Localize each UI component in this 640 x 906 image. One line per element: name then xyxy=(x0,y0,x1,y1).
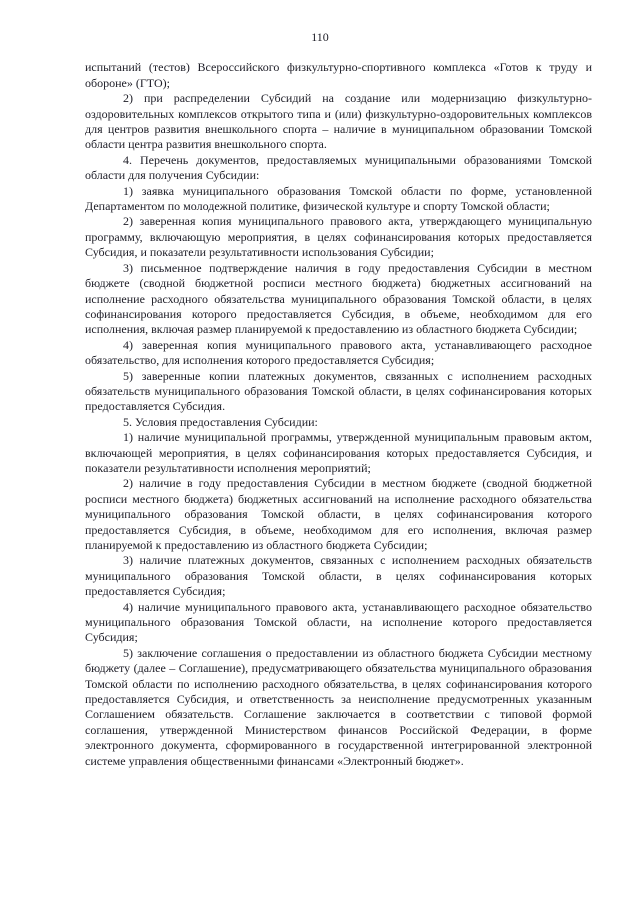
paragraph: 5) заключение соглашения о предоставлении из областного бюджета Субсидии местному бюджету (далее – Соглашение), предусматривающего обязательства муниципального образования Томской области по исполнению расходного обязательства, в целях софинансирования которого предоставляется Субсидия, и ответственность за неисполнение предусмотренных указанным Соглашением обязательств. Соглашение заключается в соответствии с типовой формой соглашения, утвержденной Министерством финансов Российской Федерации, в форме электронного документа, сформированного в государственной интегрированной электронной системе управления общественными финансами «Электронный бюджет». xyxy=(85,645,592,768)
paragraph: 2) заверенная копия муниципального правового акта, утверждающего муниципальную программу, включающую мероприятия, в целях софинансирования которых предоставляется Субсидия, и показатели результативности использования Субсидии; xyxy=(85,214,592,260)
document-body xyxy=(85,60,592,769)
paragraph: испытаний (тестов) Всероссийского физкультурно-спортивного комплекса «Готов к труду и обороне» (ГТО); xyxy=(85,60,592,90)
paragraph: 4) заверенная копия муниципального правового акта, устанавливающего расходное обязательство, для исполнения которого предоставляется Субсидия; xyxy=(85,337,592,368)
page-number: 110 xyxy=(311,30,329,44)
paragraph: 4) наличие муниципального правового акта, устанавливающего расходное обязательство муниципального образования Томской области, на исполнение которого предоставляется Субсидия; xyxy=(85,599,592,645)
paragraph: 5. Условия предоставления Субсидии: xyxy=(123,414,318,429)
paragraph: 2) наличие в году предоставления Субсидии в местном бюджете (сводной бюджетной росписи местного бюджета) бюджетных ассигнований на исполнение расходного обязательства муниципального образования Томской области, в целях софинансирования которого предоставляется Субсидия, в объеме, необходимом для его исполнения, включая размер планируемой к предоставлению из областного бюджета Субсидии; xyxy=(85,476,592,552)
paragraph: 4. Перечень документов, предоставляемых муниципальными образованиями Томской области для получения Субсидии: xyxy=(85,152,592,183)
paragraph: 2) при распределении Субсидий на создание или модернизацию физкультурно-оздоровительных комплексов открытого типа и (или) физкультурно-оздоровительных комплексов для центров развития внешкольного спорта – наличие в муниципальном образовании Томской области центра развития внешкольного спорта. xyxy=(85,91,592,152)
paragraph: 3) письменное подтверждение наличия в году предоставления Субсидии в местном бюджете (сводной бюджетной росписи местного бюджета) бюджетных ассигнований на исполнение расходного обязательства муниципального образования Томской области, в целях софинансирования которого предоставляется Субсидия, в объеме, необходимом для его исполнения, включая размер планируемой к предоставлению из областного бюджета Субсидии; xyxy=(85,260,592,337)
paragraph: 1) заявка муниципального образования Томской области по форме, установленной Департаментом по молодежной политике, физической культуре и спорту Томской области; xyxy=(85,183,592,214)
paragraph: 5) заверенные копии платежных документов, связанных с исполнением расходных обязательств муниципального образования Томской области, в целях софинансирования которых предоставляется Субсидия. xyxy=(85,368,592,414)
paragraph: 1) наличие муниципальной программы, утвержденной муниципальным правовым актом, включающей мероприятия, в целях софинансирования которых предоставляется Субсидия, и показатели результативности исполнения мероприятий; xyxy=(85,430,592,475)
paragraph: 3) наличие платежных документов, связанных с исполнением расходных обязательств муниципального образования Томской области, в целях софинансирования которых предоставляется Субсидия; xyxy=(85,553,592,599)
